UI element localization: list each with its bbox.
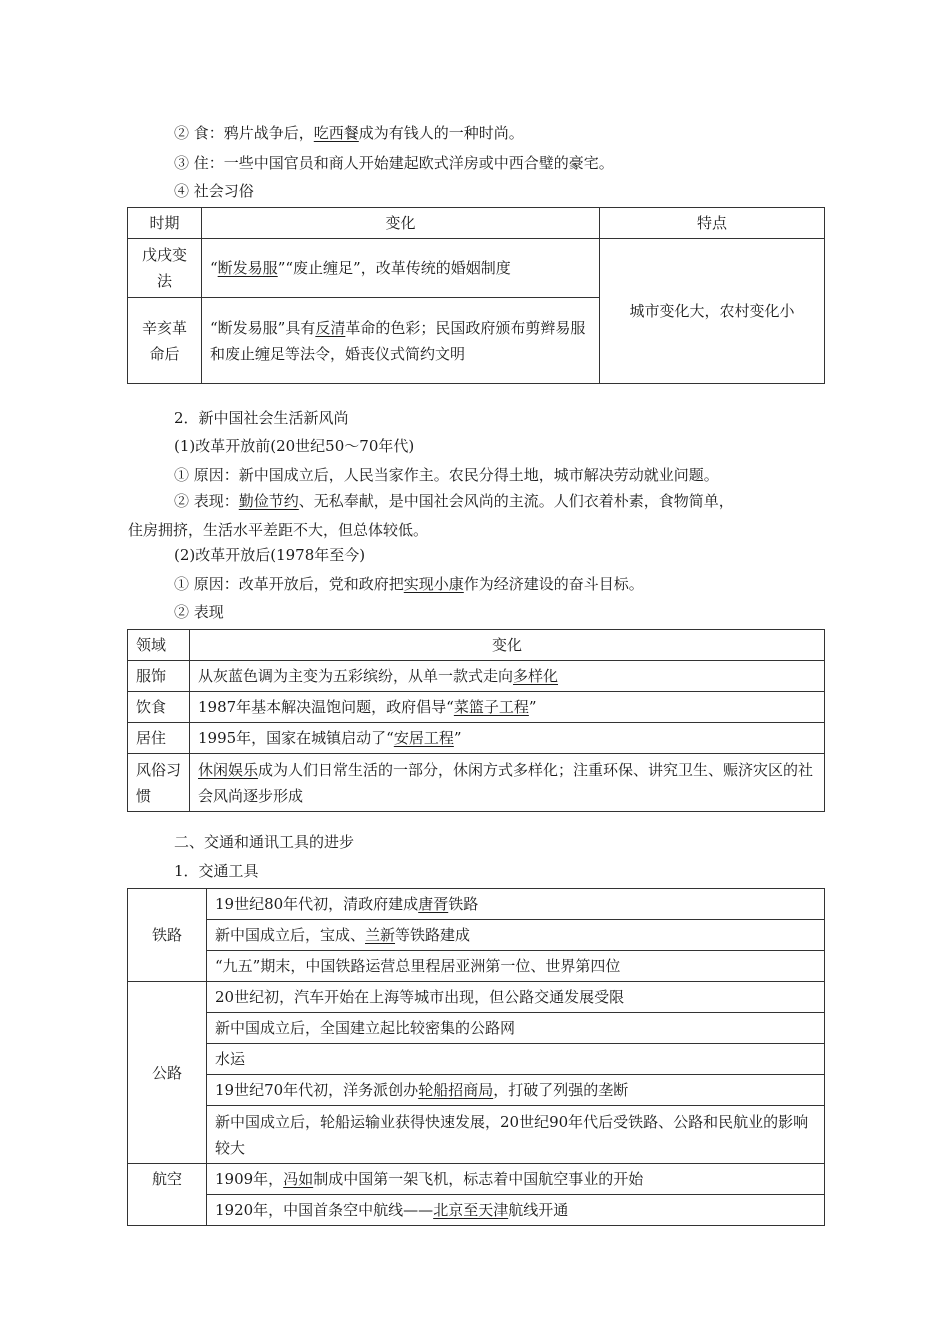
subsection-before: (1)改革开放前(20世纪50～70年代): [174, 437, 415, 455]
transport-table: [127, 888, 825, 1226]
table-row: [207, 1195, 825, 1226]
text: 新中国成立后，宝成、: [215, 926, 366, 944]
change-cell: [202, 298, 600, 384]
keyword: 勤俭节约: [238, 492, 299, 510]
feature-cell: 城市变化大，农村变化小: [600, 239, 825, 384]
text: 住房拥挤，生活水平差距不大，但总体较低。: [128, 521, 429, 539]
keyword: 断发易服: [217, 259, 278, 277]
text: ”“废止缠足”，改革传统的婚姻制度: [277, 259, 511, 277]
table-row: 新中国成立后，轮船运输业获得快速发展，20世纪90年代后受铁路、公路和民航业的影响较大: [207, 1106, 825, 1164]
text: 1909年，: [215, 1170, 284, 1188]
table-header: 变化: [190, 630, 825, 661]
text: 革命的色彩；民国政府颁布剪辫易服和废止缠足等法令，婚丧仪式简约文明: [210, 318, 586, 363]
customs-heading: ④ 社会习俗: [174, 182, 254, 200]
text: 19世纪80年代初，清政府建成: [215, 895, 419, 913]
table-header: 特点: [600, 208, 825, 239]
table-row: 20世纪初，汽车开始在上海等城市出现，但公路交通发展受限: [207, 982, 825, 1013]
keyword: 轮船招商局: [418, 1081, 494, 1099]
table-row: [207, 920, 825, 951]
text: ① 原因：改革开放后，党和政府把: [174, 575, 404, 593]
text: 从灰蓝色调为主变为五彩缤纷，从单一款式走向: [198, 667, 514, 685]
keyword: 多样化: [513, 667, 559, 685]
category-cell: 航空: [128, 1164, 207, 1226]
category-cell: 公路: [128, 982, 207, 1164]
keyword: 反清: [315, 318, 346, 337]
table-row: [207, 889, 825, 920]
change-cell: [190, 754, 825, 812]
field-cell: 饮食: [128, 692, 190, 723]
change-cell: [190, 723, 825, 754]
text: 铁路: [448, 895, 479, 913]
subsection-after: (2)改革开放后(1978年至今): [174, 546, 366, 564]
reform-table: [127, 629, 825, 812]
text: 、无私奉献，是中国社会风尚的主流。人们衣着朴素，食物简单，: [298, 492, 734, 510]
text: ”: [528, 698, 537, 716]
field-cell: 风俗习惯: [128, 754, 190, 812]
text: 1987年基本解决温饱问题，政府倡导“: [198, 698, 454, 716]
keyword: 菜篮子工程: [453, 698, 529, 716]
change-cell: [190, 692, 825, 723]
keyword: 兰新: [365, 926, 396, 944]
text: ② 食：鸦片战争后，: [174, 124, 314, 142]
customs-table: [127, 207, 825, 384]
table-header: 时期: [128, 208, 202, 239]
show-heading: ② 表现: [174, 603, 224, 621]
text: 等铁路建成: [395, 926, 471, 944]
period-cell: 辛亥革命后: [128, 298, 202, 384]
keyword: 北京至天津: [433, 1201, 509, 1219]
text: ，打破了列强的垄断: [493, 1081, 629, 1099]
table-row: 水运: [207, 1044, 825, 1075]
keyword: 冯如: [283, 1170, 314, 1188]
text: 1995年，国家在城镇启动了“: [198, 729, 394, 747]
table-row: [207, 1075, 825, 1106]
period-cell: 戊戌变法: [128, 239, 202, 298]
text: 成为人们日常生活的一部分，休闲方式多样化；注重环保、讲究卫生、赈济灾区的社会风尚逐步形成: [198, 760, 814, 805]
table-row: [207, 1164, 825, 1195]
keyword: 唐胥: [418, 895, 449, 913]
show-paragraph: [128, 487, 828, 545]
keyword: 安居工程: [393, 729, 454, 747]
subsection-title: 1．交通工具: [174, 862, 259, 880]
table-row: 新中国成立后，全国建立起比较密集的公路网: [207, 1013, 825, 1044]
text: 1920年，中国首条空中航线——: [215, 1201, 434, 1219]
table-row: “九五”期末，中国铁路运营总里程居亚洲第一位、世界第四位: [207, 951, 825, 982]
text: ”: [453, 729, 462, 747]
change-cell: [202, 239, 600, 298]
text: 航线开通: [508, 1201, 569, 1219]
section-title: 二、交通和通讯工具的进步: [174, 833, 355, 851]
text: “: [210, 259, 218, 277]
text: “断发易服”具有: [210, 318, 316, 337]
section-title: 2．新中国社会生活新风尚: [174, 409, 349, 427]
category-cell: 铁路: [128, 889, 207, 982]
reason-line: [128, 569, 828, 599]
field-cell: 居住: [128, 723, 190, 754]
text: ② 表现：: [174, 492, 239, 510]
text: 作为经济建设的奋斗目标。: [463, 575, 644, 593]
keyword: 吃西餐: [313, 124, 359, 142]
text: 成为有钱人的一种时尚。: [358, 124, 524, 142]
table-header: 领域: [128, 630, 190, 661]
field-cell: 服饰: [128, 661, 190, 692]
change-cell: [190, 661, 825, 692]
keyword: 实现小康: [403, 575, 464, 593]
reason-line: ① 原因：新中国成立后，人民当家作主。农民分得土地，城市解决劳动就业问题。: [174, 466, 719, 484]
text: 19世纪70年代初，洋务派创办: [215, 1081, 419, 1099]
text: 制成中国第一架飞机，标志着中国航空事业的开始: [313, 1170, 644, 1188]
food-line: [128, 118, 828, 148]
keyword: 休闲娱乐: [198, 760, 259, 779]
housing-line: ③ 住：一些中国官员和商人开始建起欧式洋房或中西合璧的豪宅。: [174, 154, 614, 172]
table-header: 变化: [202, 208, 600, 239]
